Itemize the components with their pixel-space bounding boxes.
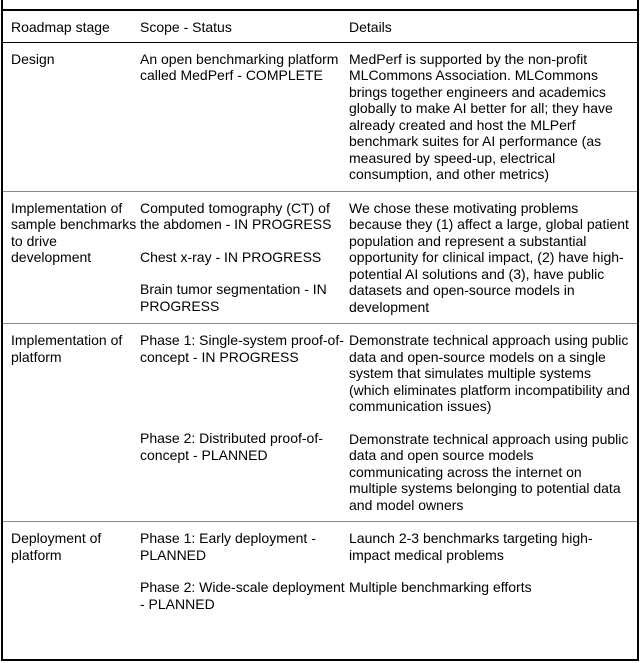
roadmap-table	[3, 13, 637, 620]
table-row-sample-benchmarks	[3, 191, 637, 324]
scope-item: Phase 1: Single-system proof-of-concept - IN PROGRESS	[140, 332, 344, 365]
scope-item: Phase 2: Distributed proof-of-concept - PLANNED	[140, 430, 323, 463]
header-details: Details	[349, 13, 637, 42]
details-item: Demonstrate technical approach using public data and open-source models on a single system that simulates multiple systems (which eliminates platform incompatibility and communication issues)	[349, 332, 630, 414]
stage-cell: Implementation of platform	[3, 324, 140, 522]
scope-item: Brain tumor segmentation - IN PROGRESS	[140, 281, 327, 314]
details-item: Multiple benchmarking efforts	[349, 579, 532, 595]
details-item: Launch 2-3 benchmarks targeting high-impact medical problems	[349, 530, 593, 563]
stage-cell: Deployment of platform	[3, 522, 140, 621]
table-row-deployment	[3, 522, 637, 621]
scope-cell	[140, 191, 349, 324]
details-item: Demonstrate technical approach using public data and open source models communicating across the internet on multiple systems belonging to potential data and model owners	[349, 430, 629, 513]
details-cell: MedPerf is supported by the non-profit MLCommons Association. MLCommons brings together engineers and academics globally to make AI better for all; they have already created and host the MLPerf benchmark suites for AI performance (as measured by speed-up, electrical consumption, and other metrics)	[349, 50, 613, 182]
scope-item: Phase 1: Early deployment - PLANNED	[140, 530, 316, 563]
caption-band	[3, 0, 637, 11]
scope-cell	[140, 324, 349, 522]
stage-cell: Design	[11, 50, 55, 67]
scope-item: Phase 2: Wide-scale deployment - PLANNED	[140, 579, 345, 612]
scope-item: Chest x-ray - IN PROGRESS	[140, 248, 322, 265]
scope-cell	[140, 522, 349, 621]
header-row	[3, 13, 637, 42]
scope-item: Computed tomography (CT) of the abdomen - IN PROGRESS	[140, 199, 332, 232]
details-cell: We chose these motivating problems because they (1) affect a large, global patient population and represent a substantial opportunity for clinical impact, (2) have high-potential AI solutions and (3), have public datasets and open-source models in development	[349, 191, 637, 324]
details-cell	[349, 522, 637, 621]
details-cell	[349, 324, 637, 522]
table-row-design	[3, 42, 637, 191]
table-frame	[1, 0, 639, 661]
table-row-platform-implementation	[3, 324, 637, 522]
header-roadmap-stage: Roadmap stage	[3, 13, 140, 42]
stage-cell: Implementation of sample benchmarks to drive development	[3, 191, 140, 324]
scope-cell: An open benchmarking platform called MedPerf - COMPLETE	[140, 50, 339, 83]
header-scope-status: Scope - Status	[140, 13, 349, 42]
